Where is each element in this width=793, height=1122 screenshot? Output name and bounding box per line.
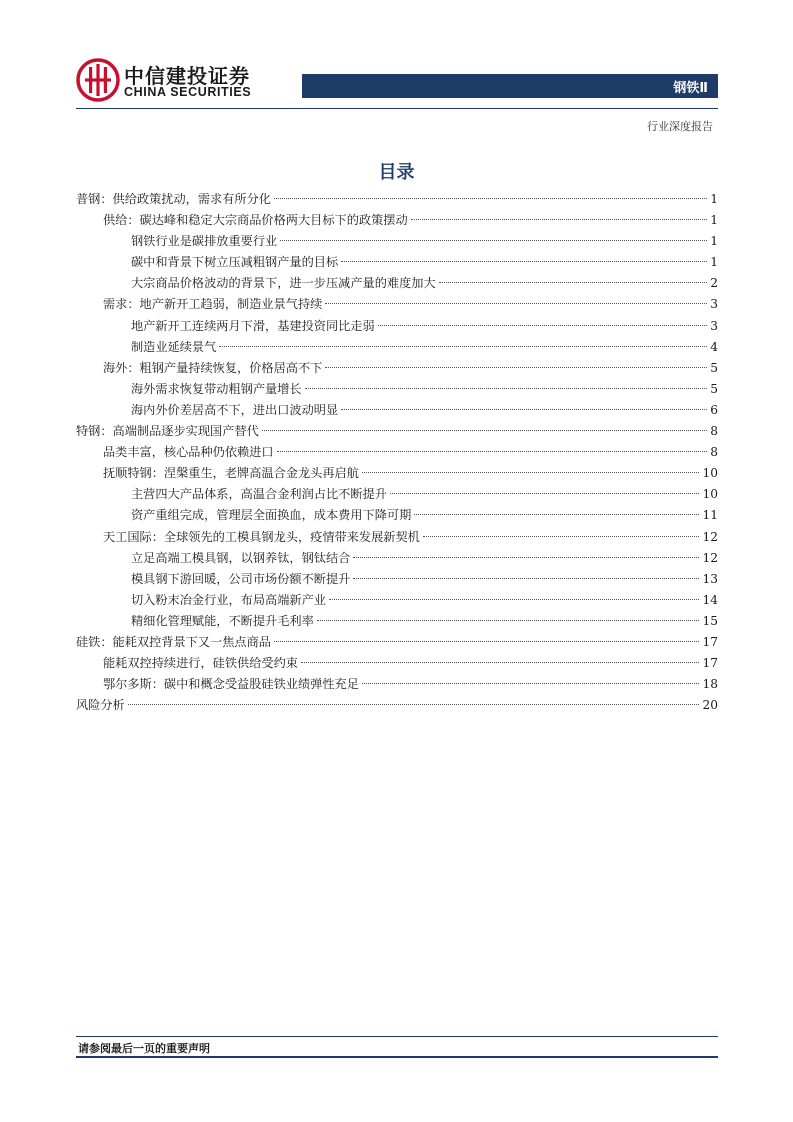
china-securities-logo-icon — [76, 58, 120, 102]
toc-entry-text: 抚顺特钢：涅槃重生，老牌高温合金龙头再启航 — [103, 466, 359, 481]
header-divider — [76, 108, 718, 109]
toc-leader-dots — [414, 514, 699, 515]
toc-entry-text: 供给：碳达峰和稳定大宗商品价格两大目标下的政策摆动 — [103, 213, 408, 228]
toc-leader-dots — [277, 451, 708, 452]
toc-entry-page: 15 — [702, 613, 718, 628]
toc-leader-dots — [262, 430, 707, 431]
toc-leader-dots — [274, 641, 699, 642]
report-type-label: 行业深度报告 — [647, 120, 713, 133]
toc-title: 目录 — [378, 162, 415, 183]
toc-entry-text: 普钢：供给政策扰动，需求有所分化 — [76, 192, 271, 206]
toc-entry[interactable] — [76, 590, 718, 611]
industry-label: 钢铁Ⅱ — [673, 81, 708, 96]
company-logo — [76, 58, 252, 104]
toc-entry[interactable] — [76, 442, 718, 463]
toc-leader-dots — [305, 388, 708, 389]
toc-leader-dots — [411, 219, 708, 220]
toc-leader-dots — [362, 683, 700, 684]
toc-entry[interactable] — [76, 695, 718, 716]
toc-entry-page: 5 — [710, 360, 718, 375]
toc-entry-text: 能耗双控持续进行，硅铁供给受约束 — [103, 656, 298, 671]
toc-entry-text: 海外：粗钢产量持续恢复，价格居高不下 — [103, 360, 323, 375]
footer-divider-bottom — [76, 1056, 718, 1058]
toc-leader-dots — [390, 493, 700, 494]
toc-entry-text: 鄂尔多斯：碳中和概念受益股硅铁业绩弹性充足 — [103, 677, 359, 692]
table-of-contents — [76, 189, 718, 716]
toc-entry-text: 硅铁：能耗双控背景下又一焦点商品 — [76, 634, 271, 649]
toc-entry-page: 6 — [710, 402, 718, 417]
toc-entry[interactable] — [76, 674, 718, 695]
toc-entry[interactable] — [76, 505, 718, 526]
footer-disclaimer: 请参阅最后一页的重要声明 — [78, 1042, 210, 1055]
toc-entry-text: 风险分析 — [76, 698, 125, 713]
toc-entry-page: 11 — [702, 508, 718, 523]
toc-entry-page: 18 — [702, 677, 718, 692]
toc-entry-page: 8 — [710, 424, 718, 439]
toc-entry-text: 精细化管理赋能，不断提升毛利率 — [131, 613, 314, 628]
toc-entry[interactable] — [76, 358, 718, 379]
toc-entry-text: 海外需求恢复带动粗钢产量增长 — [131, 381, 302, 396]
toc-entry[interactable] — [76, 569, 718, 590]
toc-entry-text: 钢铁行业是碳排放重要行业 — [131, 234, 278, 249]
toc-entry[interactable] — [76, 273, 718, 294]
header-banner — [302, 74, 718, 98]
toc-leader-dots — [274, 198, 707, 199]
toc-leader-dots — [317, 620, 700, 621]
toc-entry[interactable] — [76, 653, 718, 674]
toc-leader-dots — [325, 367, 707, 368]
toc-entry[interactable] — [76, 632, 718, 653]
toc-entry-text: 碳中和背景下树立压减粗钢产量的目标 — [131, 255, 339, 270]
toc-entry[interactable] — [76, 421, 718, 442]
toc-entry-text: 立足高端工模具钢，以钢养钛，钢钛结合 — [131, 550, 351, 565]
toc-entry-text: 模具钢下游回暖，公司市场份额不断提升 — [131, 571, 351, 586]
toc-entry-text: 切入粉末冶金行业，布局高端新产业 — [131, 592, 326, 607]
toc-entry-page: 12 — [702, 550, 718, 565]
toc-entry-text: 主营四大产品体系，高温合金利润占比不断提升 — [131, 487, 387, 502]
toc-entry-page: 17 — [702, 656, 718, 671]
logo-english-name: CHINA SECURITIES — [124, 85, 252, 99]
toc-entry-text: 大宗商品价格波动的背景下，进一步压减产量的难度加大 — [131, 276, 436, 291]
toc-entry-page: 4 — [710, 339, 718, 354]
toc-entry-text: 制造业延续景气 — [131, 339, 217, 354]
toc-entry-text: 资产重组完成，管理层全面换血，成本费用下降可期 — [131, 508, 412, 523]
toc-entry-page: 10 — [702, 487, 718, 502]
toc-entry-text: 品类丰富，核心品种仍依赖进口 — [103, 445, 274, 460]
toc-entry-page: 1 — [710, 255, 718, 270]
toc-entry-page: 20 — [702, 698, 718, 713]
toc-entry-page: 3 — [710, 318, 718, 333]
footer-divider — [76, 1036, 718, 1037]
toc-entry-page: 12 — [702, 529, 718, 544]
toc-entry-text: 海内外价差居高不下，进出口波动明显 — [131, 402, 339, 417]
toc-entry-page: 5 — [710, 381, 718, 396]
toc-entry[interactable] — [76, 611, 718, 632]
toc-entry[interactable] — [76, 548, 718, 569]
toc-entry[interactable] — [76, 527, 718, 548]
toc-entry[interactable] — [76, 316, 718, 337]
toc-leader-dots — [301, 662, 699, 663]
toc-entry[interactable] — [76, 252, 718, 273]
toc-entry-page: 14 — [702, 592, 718, 607]
toc-entry[interactable] — [76, 484, 718, 505]
toc-leader-dots — [439, 282, 708, 283]
toc-entry-text: 地产新开工连续两月下滑，基建投资同比走弱 — [131, 318, 375, 333]
toc-entry[interactable] — [76, 189, 718, 210]
toc-entry[interactable] — [76, 379, 718, 400]
toc-entry[interactable] — [76, 337, 718, 358]
toc-entry-page: 10 — [702, 466, 718, 481]
toc-entry-text: 需求：地产新开工趋弱，制造业景气持续 — [103, 297, 323, 312]
toc-entry-page: 8 — [710, 445, 718, 460]
toc-entry-text: 特钢：高端制品逐步实现国产替代 — [76, 424, 259, 439]
toc-entry-page: 1 — [710, 192, 718, 206]
toc-entry[interactable] — [76, 294, 718, 315]
toc-leader-dots — [128, 704, 700, 705]
toc-entry-page: 1 — [710, 234, 718, 249]
toc-leader-dots — [423, 536, 700, 537]
toc-leader-dots — [329, 599, 699, 600]
toc-leader-dots — [341, 409, 707, 410]
toc-leader-dots — [325, 303, 707, 304]
toc-entry-page: 3 — [710, 297, 718, 312]
toc-leader-dots — [353, 557, 699, 558]
toc-leader-dots — [280, 240, 707, 241]
toc-leader-dots — [378, 325, 707, 326]
toc-entry-page: 13 — [702, 571, 718, 586]
toc-entry[interactable] — [76, 231, 718, 252]
toc-entry[interactable] — [76, 210, 718, 231]
toc-entry-page: 17 — [702, 634, 718, 649]
toc-entry[interactable] — [76, 463, 718, 484]
toc-leader-dots — [341, 261, 707, 262]
toc-entry-page: 1 — [710, 213, 718, 228]
toc-leader-dots — [219, 346, 707, 347]
toc-entry[interactable] — [76, 400, 718, 421]
logo-chinese-name: 中信建投证券 — [124, 64, 250, 88]
toc-leader-dots — [353, 578, 699, 579]
toc-entry-text: 天工国际：全球领先的工模具钢龙头，疫情带来发展新契机 — [103, 529, 420, 544]
toc-entry-page: 2 — [710, 276, 718, 291]
toc-leader-dots — [362, 472, 700, 473]
